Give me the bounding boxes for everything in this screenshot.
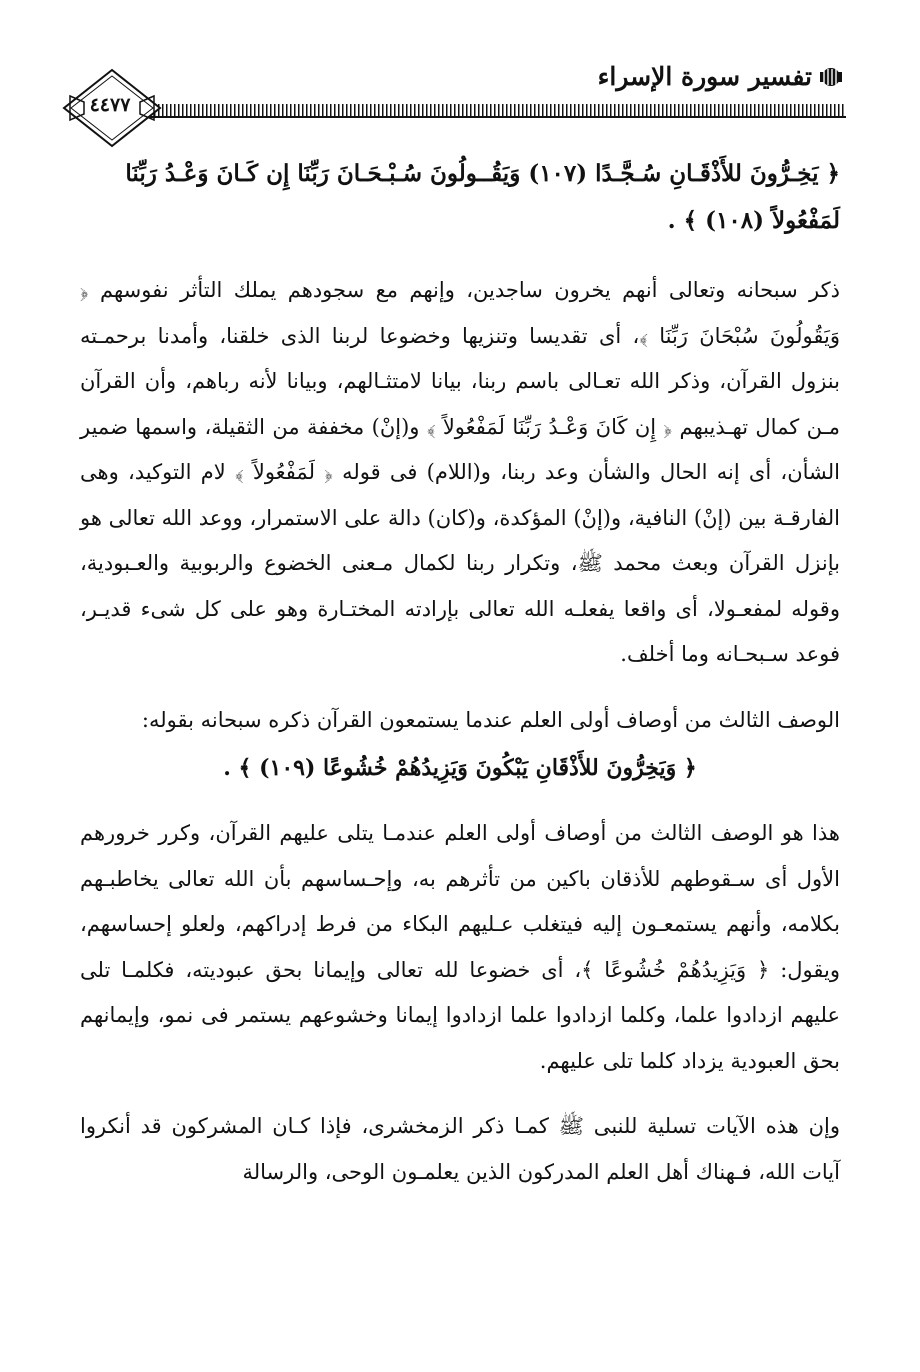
verse-line-1: ﴿ يَخِـرُّونَ للأَذْقَـانِ سُـجَّـدًا (١٠٧) وَيَقُــولُونَ سُـبْـحَـانَ رَبِّنَا إِن كَـانَ وَعْـدُ رَبِّنَا — [125, 160, 840, 187]
tafsir-paragraph-3: هذا هو الوصف الثالث من أوصاف أولى العلم عندمـا يتلى عليهم القرآن، وكرر خرورهم الأول أى سـقوطهم للأذقان باكين من تأثرهم به، وإحـساسهم بأن الله تعالى يخاطبـهم بكلامه، وأنهم يستمعـون إليه فيتغلب عـليهم البكاء من فرط إدراكهم، ولعلو إحساسهم، ويقول: ﴿ وَيَزِيدُهُمْ خُشُوعًا ﴾، أى خضوعا لله تعالى وإيمانا بحق عبوديته، فكلمـا تلى عليهم ازدادوا علما، وكلما ازدادوا علما ازدادوا إيمانا وخشوعهم يستمر فى نمو، وإيمانهم بحق العبودية يزداد كلما تلى عليهم. — [80, 821, 840, 1073]
verse-line-2: لَمَفْعُولاً (١٠٨) ﴾ . — [667, 207, 840, 234]
ornament-icon — [818, 66, 844, 88]
tafsir-paragraph-2: الوصف الثالث من أوصاف أولى العلم عندما يستمعون القرآن ذكره سبحانه بقوله: — [141, 707, 840, 732]
header-rule-line — [150, 116, 846, 118]
tafsir-paragraph-4: وإن هذه الآيات تسلية للنبى ﷺ كمـا ذكر الزمخشرى، فإذا كـان المشركون قد أنكروا آيات الله، فـهناك أهل العلم المدركون الذين يعلمـون الوحى، والرسالة — [80, 1114, 840, 1184]
page-number: ٤٤٧٧ — [89, 94, 131, 116]
running-header-title: تفسير سورة الإسراء — [597, 62, 812, 91]
tafsir-paragraph-1: ذكر سبحانه وتعالى أنهم يخرون ساجدين، وإنهم مع سجودهم يملك التأثر نفوسهم ﴿ وَيَقُولُونَ سُبْحَانَ رَبِّنَا ﴾، أى تقديسا وتنزيها وخضوعا لربنا الذى خلقنا، وأمدنا برحمـته بنزول القرآن، وذكر الله تعـالى باسم ربنا، بيانا لامتثـالهم، وبيانا لأنه رباهم، وأن القرآن مـن كمال تهـذيبهم ﴿ إِن كَانَ وَعْـدُ رَبِّنَا لَمَفْعُولاً ﴾ و(إنْ) مخففة من الثقيلة، واسمها ضمير الشأن، أى إنه الحال والشأن وعد ربنا، و(اللام) فى قوله ﴿ لَمَفْعُولاً ﴾ لام التوكيد، وهى الفارقـة بين (إنْ) النافية، و(إنْ) المؤكدة، و(كان) دالة على الاستمرار، ووعد الله تعالى هو بإنزل القرآن وبعث محمد ﷺ، وتكرار ربنا لكمال مـعنى الخضوع والربوبية والعـبودية، وقوله لمفعـولا، أى واقعا يفعلـه الله تعالى بإرادته المختـارة وهو على كل شىء قديـر، فوعد سـبحـانه وما أخلف. — [80, 278, 840, 666]
page-content — [80, 140, 840, 1195]
quran-verse-109: ﴿ وَيَخِرُّونَ للأَذْقَانِ يَبْكُونَ وَيَزِيدُهُمْ خُشُوعًا (١٠٩) ﴾ . — [223, 755, 697, 781]
quran-verse-top — [80, 150, 840, 244]
